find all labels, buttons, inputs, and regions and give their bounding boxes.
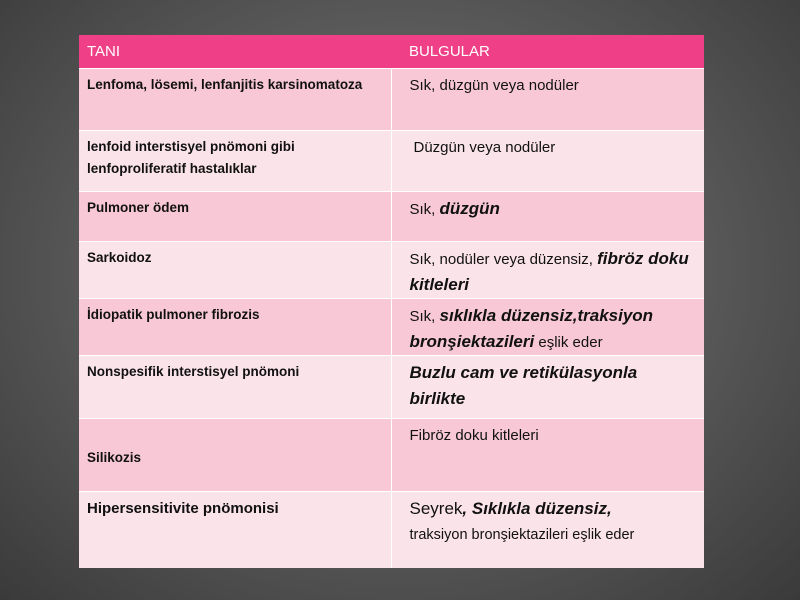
finding-text-tail: traksiyon bronşiektazileri eşlik eder xyxy=(409,527,635,543)
diagnosis-cell: Silikozis xyxy=(79,419,391,492)
table-row xyxy=(79,356,704,419)
findings-cell xyxy=(391,356,704,419)
finding-text: Sık, xyxy=(409,201,440,218)
finding-text: Sık, düzgün veya nodüler xyxy=(409,77,579,94)
finding-text: Seyrek xyxy=(409,499,463,518)
finding-emphasis: sıklıkla düzensiz,traksiyon bronşiektazileri xyxy=(409,306,654,351)
diagnosis-cell: lenfoid interstisyel pnömoni gibi lenfoproliferatif hastalıklar xyxy=(79,131,391,192)
diagnosis-findings-table xyxy=(79,35,704,568)
diagnosis-cell: Lenfoma, lösemi, lenfanjitis karsinomatoza xyxy=(79,69,391,131)
findings-cell xyxy=(391,242,704,299)
findings-cell xyxy=(391,299,704,356)
findings-cell xyxy=(391,131,704,192)
table-row xyxy=(79,192,704,242)
diagnosis-cell: Pulmoner ödem xyxy=(79,192,391,242)
diagnosis-cell: İdiopatik pulmoner fibrozis xyxy=(79,299,391,356)
header-bulgular: BULGULAR xyxy=(391,35,704,69)
finding-text: Sık, nodüler veya düzensiz, xyxy=(409,251,598,268)
findings-cell xyxy=(391,192,704,242)
finding-text: Düzgün veya nodüler xyxy=(413,139,556,156)
table-row xyxy=(79,242,704,299)
finding-text: Fibröz doku kitleleri xyxy=(409,427,539,444)
header-tani: TANI xyxy=(79,35,391,69)
findings-cell xyxy=(391,492,704,568)
table-frame xyxy=(79,35,704,565)
table-header-row xyxy=(79,35,704,69)
diagnosis-cell: Nonspesifik interstisyel pnömoni xyxy=(79,356,391,419)
table-row xyxy=(79,299,704,356)
finding-text-tail: eşlik eder xyxy=(534,334,603,351)
findings-cell xyxy=(391,419,704,492)
diagnosis-cell: Hipersensitivite pnömonisi xyxy=(79,492,391,568)
findings-cell xyxy=(391,69,704,131)
table-row xyxy=(79,131,704,192)
finding-emphasis: düzgün xyxy=(439,199,500,218)
table-row xyxy=(79,492,704,568)
finding-emphasis: Buzlu cam ve retikülasyonla birlikte xyxy=(409,363,638,408)
finding-text: Sık, xyxy=(409,308,440,325)
finding-emphasis: , Sıklıkla düzensiz, xyxy=(462,499,612,518)
finding-emphasis: fibröz doku kitleleri xyxy=(409,249,689,294)
table-row xyxy=(79,419,704,492)
diagnosis-cell: Sarkoidoz xyxy=(79,242,391,299)
table-row xyxy=(79,69,704,131)
